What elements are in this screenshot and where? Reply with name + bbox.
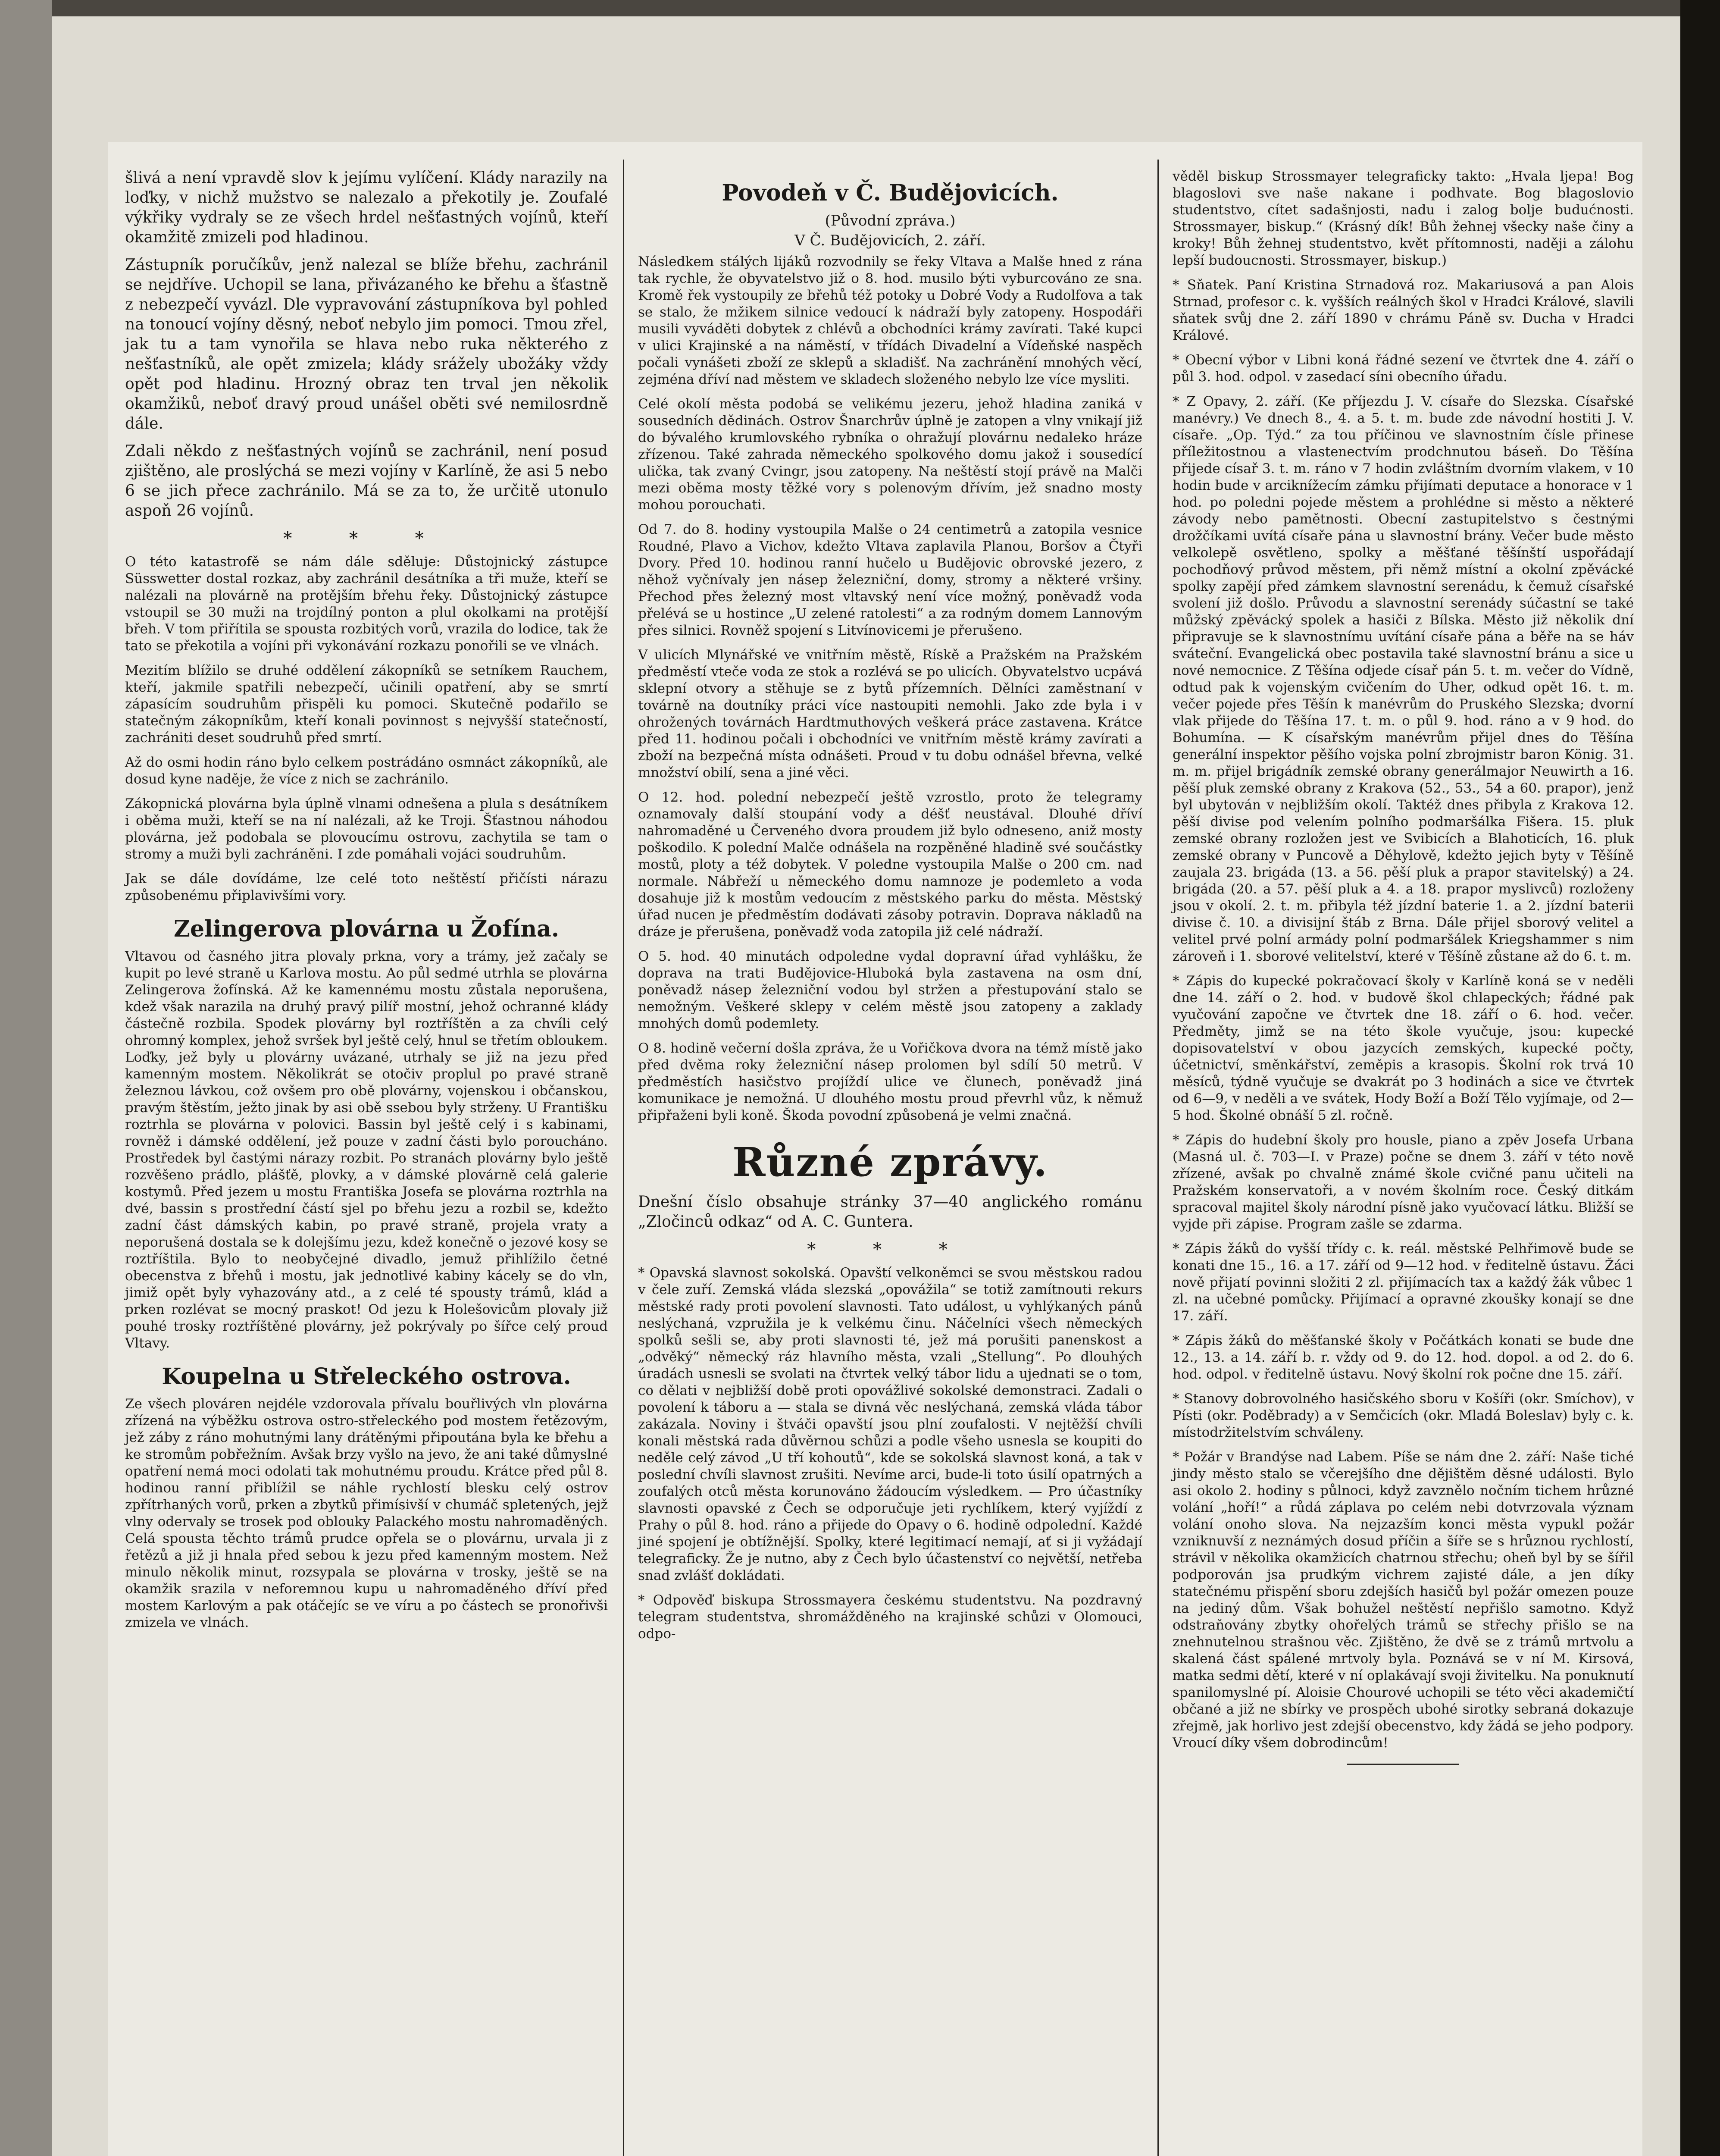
paragraph: věděl biskup Strossmayer telegraficky takto: „Hvala ljepa! Bog blagoslovi sve naše nakane i podhvate. Bog blagoslovio studentstvo, cítet sadašnjosti, nadu i zalog bolje budućnosti. Strossmayer, biskup.“ (Krásný dík! Bůh žehnej všecky naše činy a kroky! Bůh žehnej studentstvo, květ přítomnosti, naději a zálohu lepší budoucnosti. Strossmayer, biskup.) xyxy=(1173,169,1634,268)
paragraph: Od 7. do 8. hodiny vystoupila Malše o 24 centimetrů a zatopila vesnice Roudné, Plavo a Vichov, kdežto Vltava zaplavila Planou, Boršov a Čtyři Dvory. Před 10. hodinou ranní hučelo u Budějovic obrovské jezero, z něhož vyčnívaly jen násep železniční, domy, stromy a některé vršiny. Přechod přes železný most vltavský není více možný, poněvadž voda přelévá se u hostince „U zelené ratolesti“ a za rodným domem Lannovým přes silnici. Rovněž spojení s Litvínovicemi je přerušeno. xyxy=(638,522,1142,638)
column-rule xyxy=(1157,160,1159,2156)
section-separator: * * * xyxy=(283,529,450,548)
section-separator: * * * xyxy=(807,1240,973,1260)
paragraph: Až do osmi hodin ráno bylo celkem postrádáno osmnáct zákopníků, ale dosud kyne naděje, že více z nich se zachránilo. xyxy=(125,755,608,787)
paragraph: Zákopnická plovárna byla úplně vlnami odnešena a plula s desátníkem i oběma muži, kteří se na ní nalézali, až ke Troji. Šťastnou náhodou plovárna, jež podobala se plovoucímu ostrovu, zachytila se tam o stromy a muži byli zachráněni. I zde pomáhali vojáci soudruhům. xyxy=(125,796,608,862)
paragraph: Celé okolí města podobá se velikému jezeru, jehož hladina zaniká v sousedních dědinách. Ostrov Šnarchrův úplně je zatopen a vlny vnikají již do bývalého krumlovského rybníka o ohražují plovárnu nedaleko hráze zřízenou. Také zahrada německého spolkového domu jakož i sousedící ulička, tak zvaný Cvingr, jsou zatopeny. Na neštěstí stojí právě na Malči mezi oběma mosty těžké vory s polenovým dřívím, jež snadno mosty mohou porouchati. xyxy=(638,396,1142,513)
paragraph: Následkem stálých lijáků rozvodnily se řeky Vltava a Malše hned z rána tak rychle, že obyvatelstvo již o 8. hod. musilo býti vyburcováno ze sna. Kromě řek vystoupily ze břehů též potoky u Dobré Vody a Rudolfova a tak se stalo, že mžikem silnice vedoucí k nádraží byly zatopeny. Hospodáři musili vyváděti dobytek z chlévů a obchodníci krámy zavírati. Také kupci v ulici Krajinské a na náměstí, v třídách Divadelní a Vídeňské naspěch počali vynášeti zboží ze sklepů a skladišť. Na zachránění mnohých věcí, zejména dříví nad městem ve skladech složeného nebylo lze více mysliti. xyxy=(638,254,1142,387)
scan-right-edge xyxy=(1680,0,1720,2156)
paragraph: O 5. hod. 40 minutách odpoledne vydal dopravní úřad vyhlášku, že doprava na trati Budějovice-Hluboká byla zastavena na osm dní, poněvadž násep železniční vodou byl stržen a přestupování stalo se nemožným. Veškeré sklepy v celém městě jsou zatopeny a zaklady mnohých domů podemlety. xyxy=(638,949,1142,1031)
scan-top-edge xyxy=(0,0,1720,16)
paragraph: * Obecní výbor v Libni koná řádné sezení ve čtvrtek dne 4. září o půl 3. hod. odpol. v zasedací síni obecního úřadu. xyxy=(1173,352,1634,385)
section-heading: Různé zprávy. xyxy=(732,1139,1048,1185)
article-heading: Povodeň v Č. Budějovicích. xyxy=(722,180,1059,206)
article-heading: Koupelna u Střeleckého ostrova. xyxy=(162,1363,571,1390)
paragraph: * Z Opavy, 2. září. (Ke příjezdu J. V. císaře do Slezska. Císařské manévry.) Ve dnech 8., 4. a 5. t. m. bude zde návodní hostiti J. V. císaře. „Op. Týd.“ za tou příčinou ve slavnostním čísle přinese příležitostnou a vlastenectvím prodchnutou báseň. Do Těšína přijede císař 3. t. m. ráno v 7 hodin zvláštním dvorním vlakem, v 10 hodin bude v arciknížecím zámku přijímati deputace a honorace v 1 hod. po poledni pojede městem a prohlédne si město a některé závody nebo pamětnosti. Obecní zastupitelstvo s čestnými drožčíkami uvítá císaře pána u slavnostní brány. Večer bude město velkolepě osvětleno, spolky a měšťané těšínští uspořádají pochodňový průvod městem, při němž místní a okolní zpěvácké spolky zapějí před zámkem slavnostní serenádu, k čemuž císařské svolení již došlo. Průvodu a slavnostní serenády súčastní se také můžský zpěvácký spolek a hasiči z Bílska. Město již několik dní připravuje se k slavnostnímu uvítání císaře pána a běře na se háv sváteční. Evangelická obec postavila také slavnostní bránu a sice u nové nemocnice. Z Těšína odjede císař pán 5. t. m. večer do Vídně, odtud pak k vojenským cvičením do Uher, odkud opět 16. t. m. večer pojede přes Těšín k manévrům do Pruského Slezska; dvorní vlak přijede do Těšína 17. t. m. o půl 9. hod. ráno a v 9 hod. do Bohumína. — K císařským manévrům přijel dnes do Těšína generální inspektor pěšího vojska polní zbrojmistr baron König. 31. m. m. přijel brigádník zemské obrany generálmajor Neuwirth a 16. pěší pluk zemské obrany z Krakova (52., 53., 54 a 60. prapor), jenž byl ubytován v nejbližším okolí. Taktéž dnes přibyla z Krakova 12. pěší divise pod velením polního podmaršálka Fišera. 15. pluk zemské obrany rozložen jest ve Svibicích a Blahoticích, 16. pluk zemské obrany v Puncově a Děhylově, kdežto jejich byty v Těšíně zaujala 23. brigáda (13. a 56. pěší pluk a prapor stavitelský) a 24. brigáda (20. a 57. pěší pluk a 4. a 18. prapor myslivců) rozloženy jsou v okolí. 2. t. m. přibyla též jízdní baterie 1. a 2. jízdní baterii divise č. 10. a divisijní štáb z Brna. Dále přijel sborový velitel a velitel prvé polní armády polní podmaršálek Kriegshammer s nim zároveň i 1. sborové velitelství, které v Těšíně zůstane až do 6. t. m. xyxy=(1173,394,1634,964)
paragraph: * Odpověď biskupa Strossmayera českému studentstvu. Na pozdravný telegram studentstva, shromážděného na krajinské schůzi v Olomouci, odpo- xyxy=(638,1592,1142,1642)
end-rule xyxy=(1347,1764,1459,1765)
paragraph: Vltavou od časného jitra plovaly prkna, vory a trámy, jež začaly se kupit po levé straně u Karlova mostu. Ao půl sedmé utrhla se plovárna Zelingerova žofínská. Až ke kamennému mostu zůstala neporušena, kdež však narazila na druhý pravý pilíř mostní, jehož ochranné klády částečně rozbila. Spodek plovárny byl roztříštěn a za chvíli celý ohromný komplex, jehož svršek byl ještě celý, hnul se třetím obloukem. Loďky, jež byly u plovárny uvázané, utrhaly se již na jezu před kamenným mostem. Několikrát se otočiv proplul po pravé straně železnou lávkou, což ovšem pro obě plovárny, vojenskou i občanskou, pravým štěstím, ježto jinak by asi obě ssebou byly strženy. U Františku roztrhla se plovárna v polovici. Bassin byl ještě celý i s kabinami, rovněž i dámské oddělení, jež pouze v zadní části bylo poroucháno. Prostředek byl častými nárazy rozbit. Po stranách plovárny bylo ještě rozvěšeno prádlo, plášťě, plovky, a v dámské plovárně celá galerie kostymů. Před jezem u mostu Františka Josefa se plovárna roztrhla na dvé, bassin s prostřední částí sjel po břehu jezu a rozbil se, kdežto zadní část dámských kabin, po pravé straně, projela vraty a neporušená dostala se k dolejšímu jezu, kdež konečně o jezové kosy se roztříštila. Bylo to neobyčejné divadlo, jemuž přihlížilo četné obecenstva z břehů i mostu, jak jednotlivé kabiny kácely se do vln, jimiž opět byly vyhazovány atd., a z celé té spousty trámů, klád a prken rozlévat se mocný praskot! Od jezu k Holešovicům plovaly již pouhé trosky roztříštěné plovárny, jež pokrývaly po šířce celý proud Vltavy. xyxy=(125,949,608,1351)
paragraph: Zástupník poručíkův, jenž nalezal se blíže břehu, zachránil se nejdříve. Uchopil se lana, přivázaného ke břehu a šťastně z nebezpečí vyvázl. Dle vypravování zástupníkova byl pohled na tonoucí vojíny děsný, neboť nebylo jim pomoci. Tmou zřel, jak tu a tam vynořila se hlava nebo ruka některého z nešťastníků, ale opět zmizela; klády srážely ubožáky vždy opět pod hladinu. Hrozný obraz ten trval jen několik okamžiků, neboť dravý proud unášel oběti své nemilosrdně dále. xyxy=(125,256,608,432)
paragraph: * Zápis do kupecké pokračovací školy v Karlíně koná se v neděli dne 14. září o 2. hod. v budově škol chlapeckých; řádné pak vyučování započne ve čtvrtek dne 18. září o 6. hod. večer. Předměty, jimž se na této škole vyučuje, jsou: kupecké dopisovatelství v obou jazycích zemských, kupecké počty, účetnictví, směnkářství, zeměpis a krasopis. Školní rok trvá 10 měsíců, týdně vyučuje se dvakrát po 3 hodinách a sice ve čtvrtek od 6—9, v neděli a ve svátek, Hody Boží a Boží Tělo vyjímaje, od 2—5 hod. Školné obnáší 5 zl. ročně. xyxy=(1173,973,1634,1123)
scan-left-edge xyxy=(0,0,52,2156)
article-subheading: (Původní zpráva.) xyxy=(825,212,956,229)
column-rule xyxy=(623,160,624,2156)
paragraph: * Sňatek. Paní Kristina Strnadová roz. Makariusová a pan Alois Strnad, profesor c. k. vyšších reálných škol v Hradci Králové, slavili sňatek svůj dne 2. září 1890 v chrámu Páně sv. Ducha v Hradci Králové. xyxy=(1173,277,1634,343)
paragraph: * Zápis žáků do vyšší třídy c. k. reál. městské Pelhřimově bude se konati dne 15., 16. a 17. září od 9—12 hod. v ředitelně ústavu. Žáci nově přijatí povinni složiti 2 zl. přijímacích tax a každý žák vůbec 1 zl. na učebné pomůcky. Přijímací a opravné zkoušky konají se dne 17. září. xyxy=(1173,1241,1634,1324)
paragraph: * Opavská slavnost sokolská. Opavští velkoněmci se svou městskou radou v čele zuří. Zemská vláda slezská „opovážila“ se totiž zamítnouti rekurs městské rady proti povolení slavnosti. Tato událost, u vyhlýkaných pánů neslýchaná, vzpružila je k velkému činu. Náčelníci všech německých spolků sešli se, aby proti slavnosti té, jež má porušiti panenskost a „odvěký“ německý ráz hlavního města, vzali „Stellung“. Po dlouhých úradách usnesli se svolati na čtvrtek velký tábor lidu a ujednati se o tom, co dělati v nejbližší době proti opovážlivé sokolské demonstraci. Zadali o povolení k táboru a — stala se divná věc neslýchaná, zemská vláda tábor zakázala. Noviny i štváči opavští jsou plní zoufalosti. V nejtěžší chvíli konali městská rada důvěrnou schůzi a podle všeho usnesla se koupiti do neděle celý závod „U tří kohoutů“, kde se sokolská slavnost koná, a tak v poslední chvíli slavnost zrušiti. Nevíme arci, bude-li toto úsilí opatrných a zoufalých otců města korunováno žádoucím výsledkem. — Pro účastníky slavnosti opavské z Čech se odporučuje jeti rychlíkem, který vyjíždí z Prahy o půl 8. hod. ráno a přijede do Opavy o 6. hodině odpolední. Každé jiné spojení je obtížnější. Spolky, které legitimací nemají, ať si ji vyžádají telegraficky. Že je nutno, aby z Čech bylo účastenství co největší, netřeba snad zvlášť dokládati. xyxy=(638,1265,1142,1583)
paragraph: Mezitím blížilo se druhé oddělení zákopníků se setníkem Rauchem, kteří, jakmile spatřili nebezpečí, učinili opatření, aby se smrtí zápasícím soudruhům přispěli ku pomoci. Skutečně podařilo se statečným zákopníkům, kteří konali povinnost s nejvyšší statečností, zachrániti deset soudruhů před smrtí. xyxy=(125,663,608,746)
paragraph: * Stanovy dobrovolného hasičského sboru v Košíři (okr. Smíchov), v Písti (okr. Poděbrady) a v Semčicích (okr. Mladá Boleslav) byly c. k. místodržitelstvím schváleny. xyxy=(1173,1391,1634,1440)
column-2 xyxy=(638,168,1142,1650)
paragraph: Ze všech plováren nejdéle vzdorovala přívalu bouřlivých vln plovárna zřízená na výběžku ostrova ostro-střeleckého pod mostem řetězovým, jež záby z ráno mohutnými lany drátěnými připoutána byla ke břehu a ke stromům pobřežním. Avšak brzy vyšlo na jevo, že ani také důmyslné opatření nemá moci odolati tak mohutnému proudu. Krátce před půl 8. hodinou ranní přiblížil se náhle rychlostí blesku celý ostrov zpřítrhaných vorů, prken a zbytků přimísivší v chumáč spletených, jejž vlny odervaly se trosek pod oblouky Palackého mostu nahromaděných. Celá spousta těchto trámů prudce opřela se o plovárnu, urvala ji z řetězů a již ji hnala před sebou k jezu před kamenným mostem. Než minulo několik minut, rozsypala se plovárna v trosky, ještě se na okamžik srazila v neforemnou kupu u nahromaděného dříví před mostem Karlovým a pak otáčejíc se ve víru a po částech se pronořivši zmizela ve vlnách. xyxy=(125,1396,608,1630)
paragraph: Zdali někdo z nešťastných vojínů se zachránil, není posud zjištěno, ale proslýchá se mezi vojíny v Karlíně, že asi 5 nebo 6 se jich přece zachránilo. Má se za to, že určitě utonulo aspoň 26 vojínů. xyxy=(125,442,608,520)
paragraph: * Zápis do hudební školy pro housle, piano a zpěv Josefa Urbana (Masná ul. č. 703—I. v Praze) počne se dnem 3. září v této nově zřízené, avšak po chvalně známé škole cvičné panu učiteli na Pražském konservatoři, a v novém školním roce. Český ditkám spracoval majitel školy národní písně jako vyučovací látku. Bližší se vyjde při zápise. Program zašle se zdarma. xyxy=(1173,1132,1634,1232)
newspaper-page xyxy=(108,142,1642,2156)
paragraph: V ulicích Mlynářské ve vnitřním městě, Rískě a Pražském na Pražském předměstí vteče voda ze stok a rozlévá se po ulicích. Obyvatelstvo ucpává sklepní otvory a stěhuje se z bytů přízemních. Dělníci zaměstnaní v továrně na doutníky práci více nastoupiti nemohli. Jako zde byla i v ohrožených továrnách Hardtmuthových veškerá práce zastavena. Krátce před 11. hodinou počali i obchodníci ve vnitřním městě krámy zavírati a zboží na bezpečná místa odnášeti. Proud v tu dobu odnášel břevna, velké množství obilí, sena a jiné věci. xyxy=(638,647,1142,780)
article-heading: Zelingerova plovárna u Žofína. xyxy=(174,916,559,942)
paragraph: Jak se dále dovídáme, lze celé toto neštěstí přičísti nárazu způsobenému připlavivšími vory. xyxy=(125,871,608,903)
paragraph: šlivá a není vpravdě slov k jejímu vylíčení. Klády narazily na loďky, v nichž mužstvo se nalezalo a překotily je. Zoufalé výkřiky vydraly se ze všech hrdel nešťastných vojínů, kteří okamžitě zmizeli pod hladinou. xyxy=(125,169,608,246)
paragraph: Dnešní číslo obsahuje stránky 37—40 anglického románu „Zločinců odkaz“ od A. C. Guntera. xyxy=(638,1193,1142,1231)
dateline: V Č. Budějovicích, 2. září. xyxy=(794,232,986,249)
paragraph: O 8. hodině večerní došla zpráva, že u Vořičkova dvora na témž místě jako před dvěma roky železniční násep prolomen byl sdílí 50 metrů. V předměstích hasičstvo projíždí ulice ve člunech, poněvadž jiná komunikace je nemožná. U dlouhého mostu proud převrhl vůz, k němuž připřaženi byli koně. Škoda povodní způsobená je velmi značná. xyxy=(638,1040,1142,1123)
paragraph: O této katastrofě se nám dále sděluje: Důstojnický zástupce Süsswetter dostal rozkaz, aby zachránil desátníka a tři muže, kteří se nalézali na plovárně na protějším břehu řeky. Důstojnický zástupce vstoupil se 30 muži na trojdílný ponton a plul okolkami na protější břeh. V tom přiřítila se spousta rozbitých vorů, vrazila do lodice, tak že tato se překotila a vojíni při vykonávání rozkazu ponořili se ve vlnách. xyxy=(125,554,608,654)
column-3 xyxy=(1173,168,1634,1777)
column-1 xyxy=(125,168,608,1639)
paragraph: O 12. hod. polední nebezpečí ještě vzrostlo, proto že telegramy oznamovaly další stoupání vody a déšť neustával. Dlouhé dříví nahromaděné u Červeného dvora proudem již bylo odneseno, aniž mosty poškodilo. K polední Malče odnášela na rozpěněné hladině své součástky mostů, ploty a též dobytek. V poledne vystoupila Malše o 200 cm. nad normale. Nábřeží u německého domu namnoze je podemleto a voda dosahuje již k mostům vedoucím z městského parku do města. Městský úřad nucen je předměstím dodávati zásoby potravin. Doprava nákladů na dráze je přerušena, poněvadž voda zatopila již celé nádraží. xyxy=(638,790,1142,940)
paragraph: * Zápis žáků do měšťanské školy v Počátkách konati se bude dne 12., 13. a 14. září b. r. vždy od 9. do 12. hod. dopol. a od 2. do 6. hod. odpol. v ředitelně ústavu. Nový školní rok počne dne 15. září. xyxy=(1173,1333,1634,1382)
paragraph: * Požár v Brandýse nad Labem. Píše se nám dne 2. září: Naše tiché jindy město stalo se včerejšího dne dějištěm děsné události. Bylo asi okolo 2. hodiny s půlnoci, když zavznělo nočním tichem hrůzné volání „hoří!“ a růdá záplava po celém nebi dotvrzovala význam volání onoho slova. Na nejzazším konci města vypukl požár vzniknuvší z neznámých dosud příčin a šíře se s hrůznou rychlostí, strávil v několika okamžicích chatrnou střechu; oheň byl by se šířil podporován jsa prudkým vichrem zajisté dále, a jen díky statečnému přispění sboru zdejších hasičů byl požár omezen pouze na jediný dům. Však bohužel neštěstí nepřišlo samotno. Když odstraňovány zbytky ohořelých trámů se střechy přišlo se na znehnutelnou strašnou věc. Zjištěno, že dvě se z trámů mrtvolu a skalená část spálené mrtvoly byla. Poznává se v ní M. Kirsová, matka sedmi dětí, které v ní oplakávají svoji živitelku. Na ponuknutí spanilomyslné pí. Aloisie Chourové uchopili se této věci akademičtí občané a již ne sbírky ve prospěch ubohé sirotky sebraná dokazuje zřejmě, jak horlivo jest zdejší obecenstvo, kdy žádá se jeho podpory. Vroucí díky všem dobrodincům! xyxy=(1173,1449,1634,1751)
